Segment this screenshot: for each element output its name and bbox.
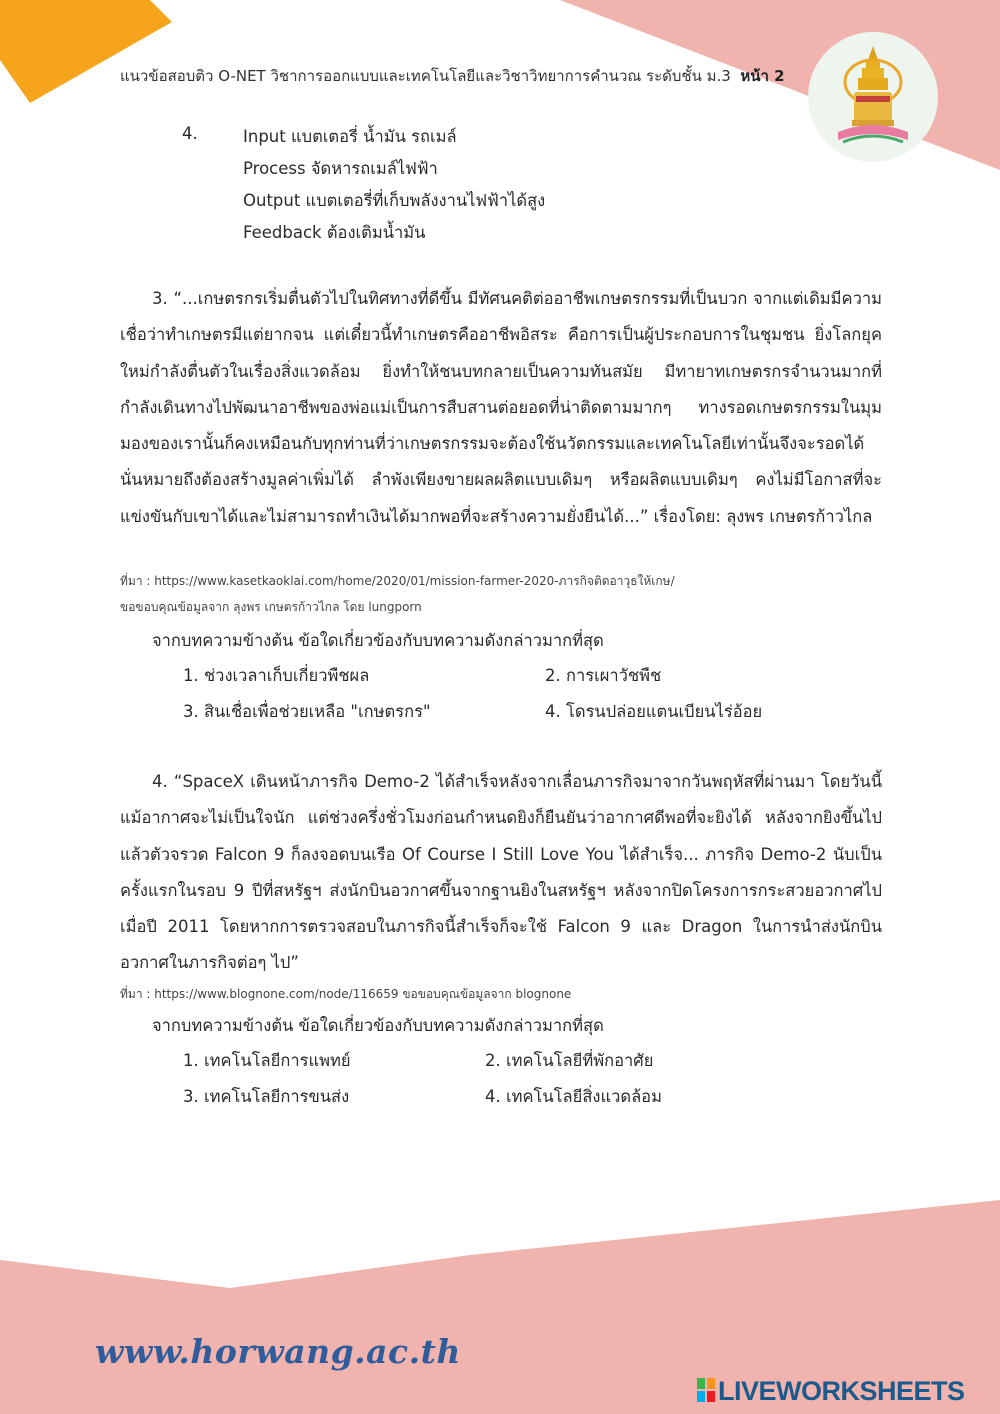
page-number: หน้า 2 — [740, 67, 785, 85]
question4-choice-2[interactable]: 2. เทคโนโลยีที่พักอาศัย — [485, 1051, 654, 1070]
question4-choice-3[interactable]: 3. เทคโนโลยีการขนส่ง — [183, 1087, 350, 1106]
question3-credit: ขอขอบคุณข้อมูลจาก ลุงพร เกษตรก้าวไกล โดย lungporn — [120, 600, 422, 614]
option4-line-process: Process จัดหารถเมล์ไฟฟ้า — [243, 159, 438, 178]
option4-line-feedback: Feedback ต้องเติมน้ำมัน — [243, 223, 426, 242]
liveworksheets-brand[interactable]: LIVEWORKSHEETS — [718, 1376, 965, 1406]
question4-source: ที่มา : https://www.blognone.com/node/116659 ขอขอบคุณข้อมูลจาก blognone — [120, 987, 572, 1001]
school-emblem-icon — [808, 32, 938, 162]
question3-paragraph: 3. “...เกษตรกรเริ่มตื่นตัวไปในทิศทางที่ดีขึ้น มีทัศนคติต่ออาชีพเกษตรกรรมที่เป็นบวก จากแต่เดิมมีความเชื่อว่าทำเกษตรมีแต่ยากจน แต่เดี๋ยวนี้ทำเกษตรคืออาชีพอิสระ คือการเป็นผู้ประกอบการในชุมชน ยิ่งโลกยุคใหม่กำลังตื่นตัวในเรื่องสิ่งแวดล้อม ยิ่งทำให้ชนบทกลายเป็นความทันสมัย มีทายาทเกษตรกรจำนวนมากที่กำลังเดินทางไปพัฒนาอาชีพของพ่อแม่เป็นการสืบสานต่อยอดที่น่าติดตามมากๆ ทางรอดเกษตรกรรมในมุมมองของเรานั้นก็คงเหมือนกับทุกท่านที่ว่าเกษตรกรรมจะต้องใช้นวัตกรรมและเทคโนโลยีเท่านั้นจึงจะรอดได้ นั่นหมายถึงต้องสร้างมูลค่าเพิ่มได้ ลำพังเพียงขายผลผลิตแบบเดิมๆ หรือผลิตแบบเดิมๆ คงไม่มีโอกาสที่จะแข่งขันกับเขาได้และไม่สามารถทำเงินได้มากพอที่จะสร้างความยั่งยืนได้...” เรื่องโดย: ลุงพร เกษตรก้าวไกล — [120, 289, 882, 526]
question4-prompt: จากบทความข้างต้น ข้อใดเกี่ยวข้องกับบทความดังกล่าวมากที่สุด — [152, 1016, 604, 1035]
option4-line-output: Output แบตเตอรี่ที่เก็บพลังงานไฟฟ้าได้สูง — [243, 191, 546, 210]
question4-choice-1[interactable]: 1. เทคโนโลยีการแพทย์ — [183, 1051, 351, 1070]
option4-number: 4. — [182, 124, 198, 143]
school-website[interactable]: www.horwang.ac.th — [95, 1332, 461, 1371]
question3-prompt: จากบทความข้างต้น ข้อใดเกี่ยวข้องกับบทความดังกล่าวมากที่สุด — [152, 631, 604, 650]
question3-choice-1[interactable]: 1. ช่วงเวลาเก็บเกี่ยวพืชผล — [183, 666, 370, 685]
page-header — [120, 64, 785, 88]
question3-choice-3[interactable]: 3. สินเชื่อเพื่อช่วยเหลือ "เกษตรกร" — [183, 702, 431, 721]
question3-choice-2[interactable]: 2. การเผาวัชพืช — [545, 666, 662, 685]
question4-choice-4[interactable]: 4. เทคโนโลยีสิ่งแวดล้อม — [485, 1087, 662, 1106]
option4-line-input: Input แบตเตอรี่ น้ำมัน รถเมล์ — [243, 127, 457, 146]
top-orange-triangle — [0, 0, 175, 105]
question4-paragraph: 4. “SpaceX เดินหน้าภารกิจ Demo-2 ได้สำเร็จหลังจากเลื่อนภารกิจมาจากวันพฤหัสที่ผ่านมา โดยวันนี้แม้อากาศจะไม่เป็นใจนัก แต่ช่วงครึ่งชั่วโมงก่อนกำหนดยิงก็ยืนยันว่าอากาศดีพอที่จะยิงได้ หลังจากยิงขึ้นไปแล้วตัวจรวด Falcon 9 ก็ลงจอดบนเรือ Of Course I Still Love You ได้สำเร็จ... ภารกิจ Demo-2 นับเป็นครั้งแรกในรอบ 9 ปีที่สหรัฐฯ ส่งนักบินอวกาศขึ้นจากฐานยิงในสหรัฐฯ หลังจากปิดโครงการกระสวยอวกาศไปเมื่อปี 2011 โดยหากการตรวจสอบในภารกิจนี้สำเร็จก็จะใช้ Falcon 9 และ Dragon ในการนำส่งนักบินอวกาศในภารกิจต่อๆ ไป” — [120, 772, 882, 973]
liveworksheets-logo-icon — [697, 1378, 715, 1402]
question3-source: ที่มา : https://www.kasetkaoklai.com/home/2020/01/mission-farmer-2020-ภารกิจติดอาวุธให้เกษ/ — [120, 574, 675, 588]
question3-choice-4[interactable]: 4. โดรนปล่อยแตนเบียนไร่อ้อย — [545, 702, 763, 721]
header-title: แนวข้อสอบติว O-NET วิชาการออกแบบและเทคโนโลยีและวิชาวิทยาการคำนวณ ระดับชั้น ม.3 — [120, 67, 731, 85]
school-logo — [808, 32, 938, 162]
